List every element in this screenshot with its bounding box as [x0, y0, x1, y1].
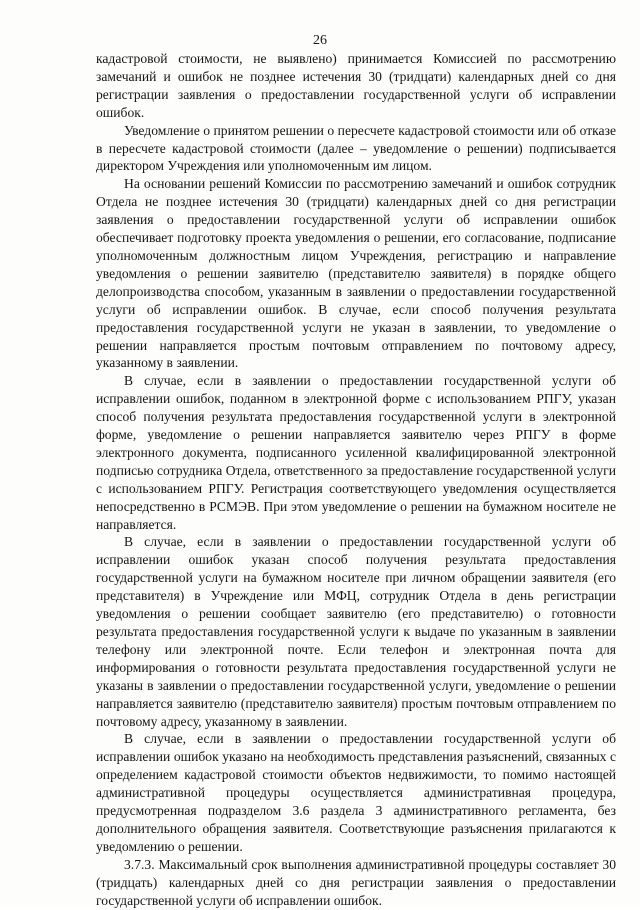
paragraph-commission-decisions: На основании решений Комиссии по рассмотрению замечаний и ошибок сотрудник Отдела не позднее истечения 30 (тридцати) календарных дней со дня регистрации заявления о предоставлении государственной услуги об исправлении ошибок обеспечивает подготовку проекта уведомления о решении, его согласование, подписание уполномоченным должностным лицом Учреждения, регистрацию и направление уведомления о решении заявителю (представителю заявителя) в порядке общего делопроизводства способом, указанным в заявлении о предоставлении государственной услуги об исправлении ошибок. В случае, если способ получения результата предоставления государственной услуги не указан в заявлении, то уведомление о решении направляется простым почтовым отправлением по почтовому адресу, указанному в заявлении. [96, 176, 616, 371]
page-body [96, 50, 616, 910]
paragraph-notification-signing: Уведомление о принятом решении о пересчете кадастровой стоимости или об отказе в пересчете кадастровой стоимости (далее – уведомление о решении) подписывается директором Учреждения или уполномоченным им лицом. [96, 122, 616, 174]
paragraph-paper-form: В случае, если в заявлении о предоставлении государственной услуги об исправлении ошибок указан способ получения результата предоставления государственной услуги на бумажном носителе при личном обращении заявителя (его представителя) в Учреждение или МФЦ, сотрудник Отдела в день регистрации уведомления о решении сообщает заявителю (его представителю) о готовности результата предоставления государственной услуги к выдаче по указанным в заявлении телефону или электронной почте. Если телефон и электронная почта для информирования о готовности результата предоставления государственной услуги не указаны в заявлении о предоставлении государственной услуги, уведомление о решении направляется заявителю (представителю заявителя) простым почтовым отправлением по почтовому адресу, указанному в заявлении. [96, 534, 616, 729]
page-number: 26 [313, 33, 327, 48]
paragraph-explanations: В случае, если в заявлении о предоставлении государственной услуги об исправлении ошибок указано на необходимость представления разъяснений, связанных с определением кадастровой стоимости объектов недвижимости, то помимо настоящей административной процедуры осуществляется административная процедура, предусмотренная подразделом 3.6 раздела 3 административного регламента, без дополнительного обращения заявителя. Соответствующие разъяснения прилагаются к уведомлению о решении. [96, 731, 616, 854]
paragraph-electronic-form: В случае, если в заявлении о предоставлении государственной услуги об исправлении ошибок, поданном в электронной форме с использованием РПГУ, указан способ получения результата предоставления государственной услуги в электронной форме, уведомление о решении направляется заявителю через РПГУ в форме электронного документа, подписанного усиленной квалифицированной электронной подписью сотрудника Отдела, ответственного за предоставление государственной услуги с использованием РПГУ. Регистрация соответствующего уведомления осуществляется непосредственно в РСМЭВ. При этом уведомление о решении на бумажном носителе не направляется. [96, 373, 616, 532]
paragraph-continuation: кадастровой стоимости, не выявлено) принимается Комиссией по рассмотрению замечаний и ошибок не позднее истечения 30 (тридцати) календарных дней со дня регистрации заявления о предоставлении государственной услуги об исправлении ошибок. [96, 51, 616, 120]
paragraph-section-3-7-3: 3.7.3. Максимальный срок выполнения административной процедуры составляет 30 (тридцать) календарных дней со дня регистрации заявления о предоставлении государственной услуги об исправлении ошибок. [96, 856, 616, 908]
